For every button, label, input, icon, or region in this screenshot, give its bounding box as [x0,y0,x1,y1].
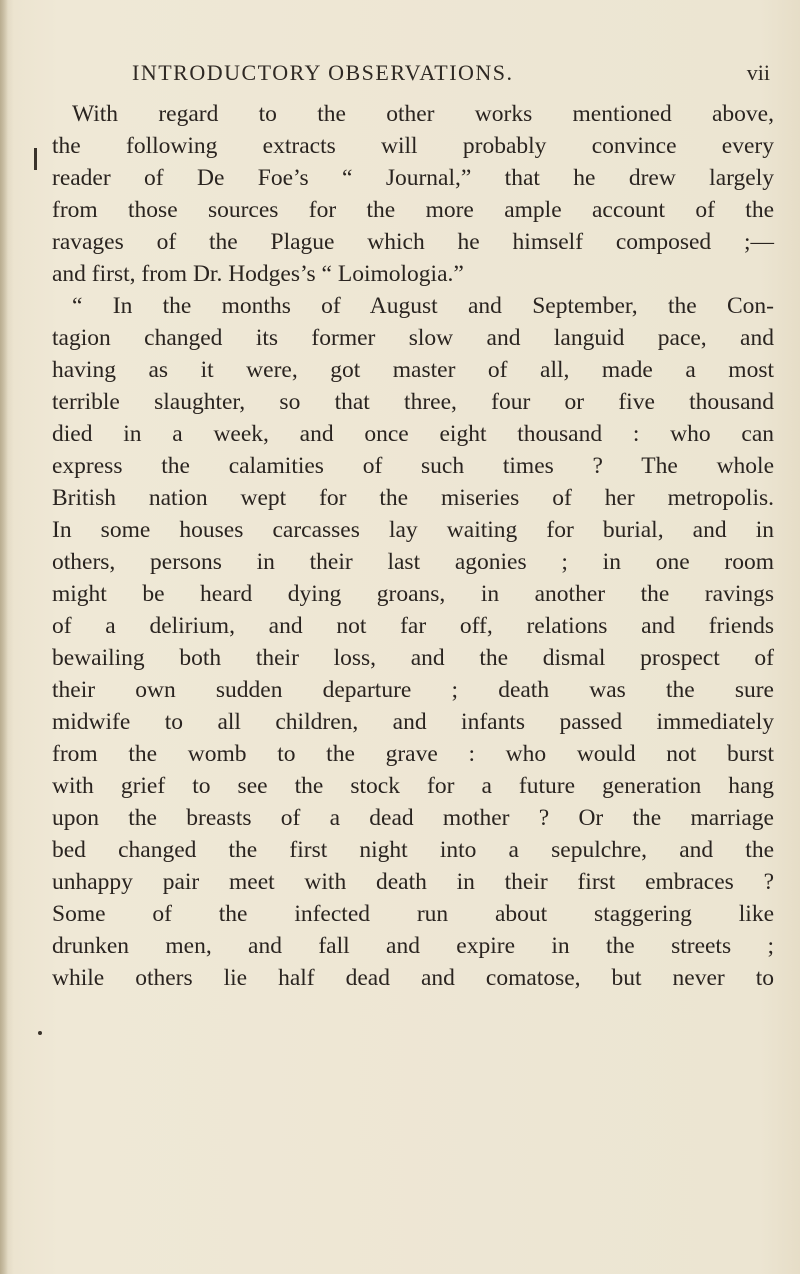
text-line: express the calamities of such times ? The whole [52,453,774,479]
body-text [52,98,774,994]
text-line: terrible slaughter, so that three, four or five thousand [52,389,774,415]
text-line: having as it were, got master of all, made a most [52,357,774,383]
text-line: upon the breasts of a dead mother ? Or the marriage [52,805,774,831]
text-line: drunken men, and fall and expire in the streets ; [52,933,774,959]
text-line: unhappy pair meet with death in their first embraces ? [52,869,774,895]
text-line: midwife to all children, and infants passed immediately [52,709,774,735]
text-line: while others lie half dead and comatose, but never to [52,965,774,991]
text-line: ravages of the Plague which he himself composed ;— [52,229,774,255]
text-line: reader of De Foe’s “ Journal,” that he drew largely [52,165,774,191]
page-number: vii [746,60,770,85]
text-line: bewailing both their loss, and the dismal prospect of [52,645,774,671]
text-line: and first, from Dr. Hodges’s “ Loimologia.” [52,261,464,287]
text-line: from those sources for the more ample account of the [52,197,774,223]
text-line: their own sudden departure ; death was the sure [52,677,774,703]
text-line: might be heard dying groans, in another the ravings [52,581,774,607]
text-line: Some of the infected run about staggering like [52,901,774,927]
margin-dot-mark [38,1031,42,1035]
text-line: others, persons in their last agonies ; in one room [52,549,774,575]
margin-bracket-mark [34,148,37,170]
gutter-shadow [0,0,8,1274]
running-head: INTRODUCTORY OBSERVATIONS. [132,60,514,85]
text-line: bed changed the first night into a sepulchre, and the [52,837,774,863]
text-line: the following extracts will probably convince every [52,133,774,159]
text-line: With regard to the other works mentioned above, [72,101,774,127]
text-line: of a delirium, and not far off, relations and friends [52,613,774,639]
text-line: with grief to see the stock for a future generation hang [52,773,774,799]
text-line: In some houses carcasses lay waiting for burial, and in [52,517,774,543]
text-line: tagion changed its former slow and languid pace, and [52,325,774,351]
text-line: British nation wept for the miseries of her metropolis. [52,485,774,511]
text-line: died in a week, and once eight thousand : who can [52,421,774,447]
text-line: “ In the months of August and September, the Con- [72,293,774,319]
text-line: from the womb to the grave : who would not burst [52,741,774,767]
